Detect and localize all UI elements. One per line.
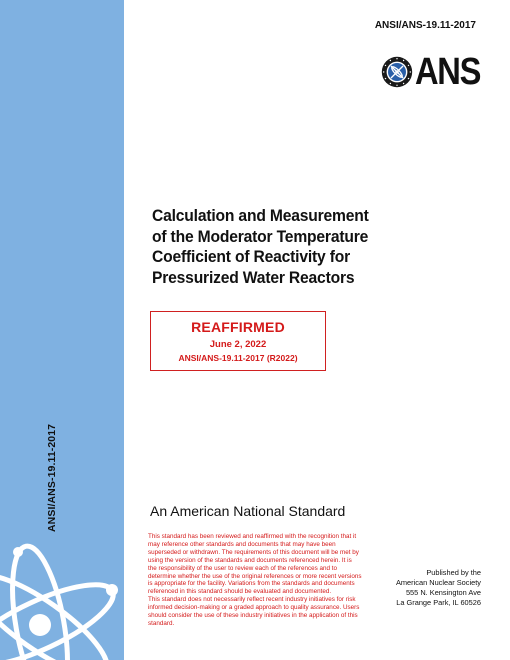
publisher-line: La Grange Park, IL 60526: [396, 598, 481, 607]
disclaimer-line: superseded or withdrawn. The requirements of this document will be met by: [148, 548, 359, 556]
sidebar-band: [0, 0, 124, 660]
disclaimer-line: informed decision-making or a graded approach to quality assurance. Users: [148, 604, 360, 612]
disclaimer-line: the responsibility of the user to review each of the references and to: [148, 564, 338, 572]
publisher-info: [396, 568, 481, 608]
disclaimer-line: determine whether the use of the original references or more recent versions: [148, 572, 362, 580]
publisher-line: American Nuclear Society: [395, 578, 481, 587]
standard-code-header: ANSI/ANS-19.11-2017: [374, 20, 476, 31]
disclaimer-line: may reference other standards and documents that may have been: [148, 540, 336, 548]
disclaimer-line: should consider the use of these industry initiatives in the application of this: [148, 612, 358, 620]
ans-seal-icon: [381, 56, 413, 88]
disclaimer-line: This standard has been reviewed and reaffirmed with the recognition that it: [148, 533, 357, 540]
title-line: of the Moderator Temperature: [152, 226, 369, 246]
disclaimer-line: referenced in this standard should be evaluated and documented.: [148, 588, 332, 596]
document-title: [152, 206, 452, 288]
title-line: Pressurized Water Reactors: [152, 267, 355, 287]
ans-logo-text: ANS: [415, 51, 481, 93]
disclaimer-line: is appropriate for the facility. Variations from the standards and documents: [148, 580, 355, 588]
title-line: Coefficient of Reactivity for: [152, 247, 351, 266]
reaffirmed-label: REAFFIRMED: [191, 319, 285, 335]
disclaimer-line: using the version of the standards and documents referenced herein. It is: [148, 556, 352, 564]
publisher-line: Published by the: [426, 568, 481, 577]
reaffirmation-disclaimer: [148, 533, 360, 628]
reaffirmed-code: ANSI/ANS-19.11-2017 (R2022): [178, 353, 298, 363]
disclaimer-line: This standard does not necessarily reflect recent industry initiatives for risk: [148, 596, 356, 604]
atom-icon: [0, 540, 124, 660]
standard-type: An American National Standard: [150, 503, 346, 519]
ans-logo: [381, 52, 481, 92]
vertical-standard-code: ANSI/ANS-19.11-2017: [46, 423, 58, 532]
disclaimer-line: standard.: [148, 619, 175, 627]
reaffirmed-date: June 2, 2022: [209, 339, 267, 350]
reaffirmed-stamp: [150, 311, 326, 371]
publisher-line: 555 N. Kensington Ave: [405, 588, 481, 597]
title-line: Calculation and Measurement: [152, 206, 369, 225]
